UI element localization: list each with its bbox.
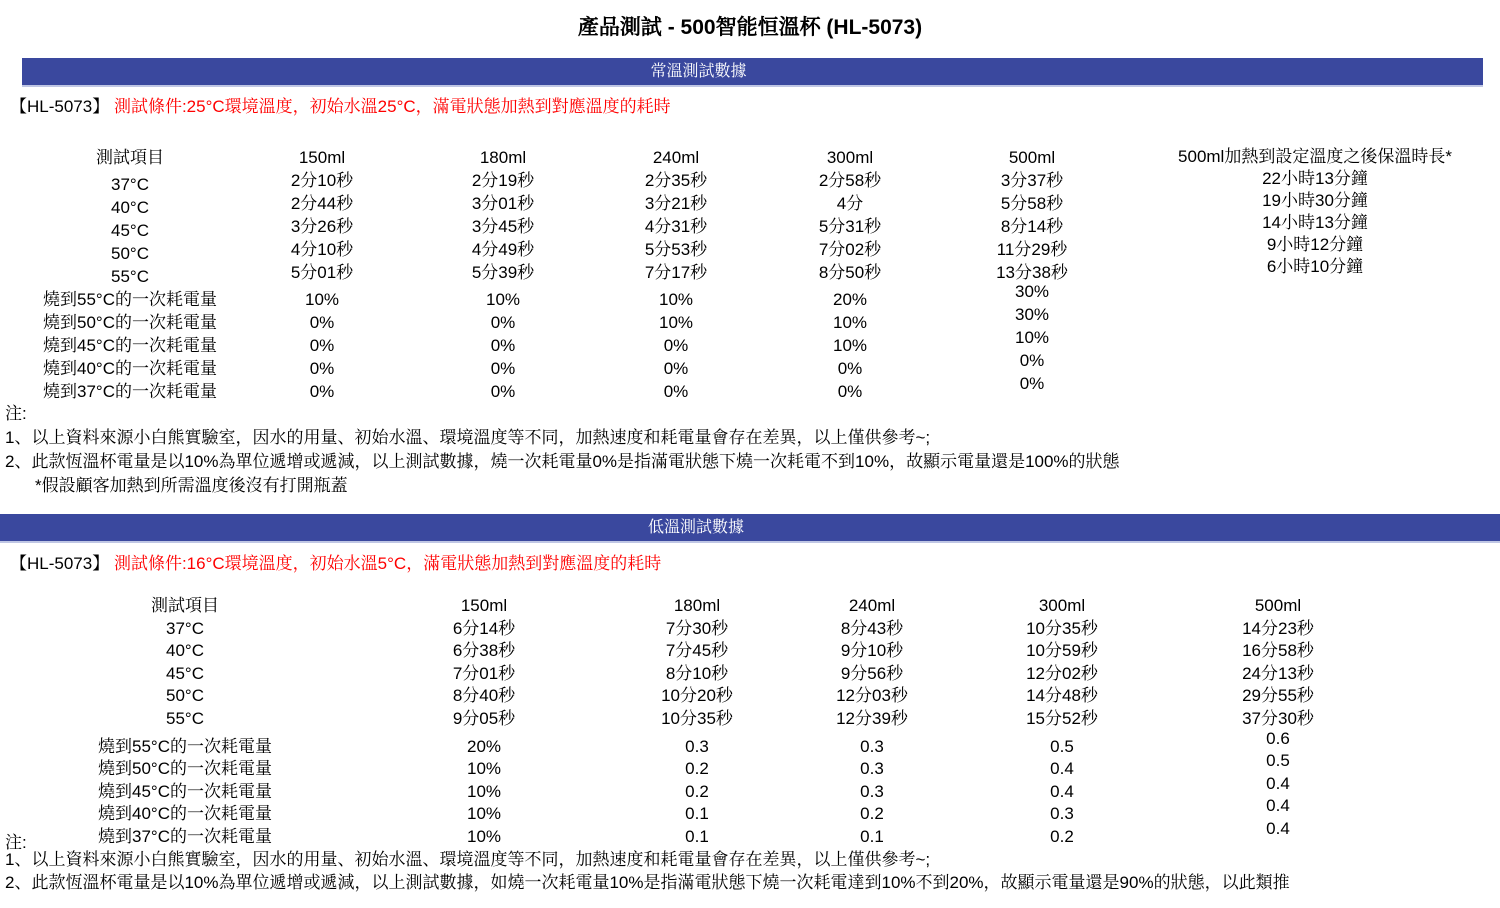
- model-tag: 【HL-5073】: [10, 97, 110, 116]
- table-cell: 9小時12分鐘: [1266, 235, 1364, 254]
- table-column: [962, 595, 1162, 849]
- table-cell: 12分03秒: [836, 686, 908, 706]
- table-cell: 29分55秒: [1242, 686, 1314, 706]
- table-cell: 3分21秒: [644, 194, 708, 213]
- table-cell: 0.2: [1050, 826, 1074, 846]
- row-label: 40°C: [111, 198, 149, 217]
- table-cell: 0.2: [685, 781, 709, 801]
- table-cell: 9分05秒: [452, 708, 516, 728]
- table-cell: 6分14秒: [452, 618, 516, 638]
- table-cell: 2分35秒: [644, 171, 708, 190]
- table-cell: 0.5: [1266, 751, 1290, 771]
- table-cell: 4分: [836, 194, 864, 213]
- normal-test-table: [0, 146, 1500, 404]
- table-column: [75, 595, 295, 849]
- table-cell: 14分48秒: [1026, 686, 1098, 706]
- column-header: 150ml: [460, 596, 508, 615]
- table-cell: 11分29秒: [996, 240, 1068, 259]
- table-cell: 10%: [485, 290, 521, 309]
- table-cell: 9分10秒: [840, 641, 904, 661]
- table-cell: 10分35秒: [661, 708, 733, 728]
- table-cell: 0%: [837, 382, 863, 401]
- table-cell: 0.3: [1050, 804, 1074, 824]
- table-column: [750, 146, 950, 403]
- table-cell: 19小時30分鐘: [1262, 191, 1368, 210]
- table-cell: 2分19秒: [471, 171, 535, 190]
- table-cell: 7分01秒: [452, 663, 516, 683]
- column-header: 500ml: [1008, 148, 1056, 167]
- table-cell: 20%: [466, 736, 502, 756]
- table-cell: 10%: [466, 781, 502, 801]
- row-label: 55°C: [166, 708, 204, 728]
- row-label: 45°C: [166, 663, 204, 683]
- condition-text: 測試條件:16°C環境溫度，初始水溫5°C，滿電狀態加熱到對應溫度的耗時: [113, 554, 662, 573]
- table-column: [597, 595, 797, 849]
- table-cell: 10分20秒: [661, 686, 733, 706]
- notes-heading: 注:: [5, 404, 27, 423]
- table-column: [576, 146, 776, 403]
- table-column: [1178, 595, 1378, 849]
- row-label: 37°C: [111, 175, 149, 194]
- low-section-banner: [0, 514, 1500, 543]
- low-test-condition: [10, 553, 661, 575]
- table-cell: 7分02秒: [818, 240, 882, 259]
- table-cell: 10%: [832, 313, 868, 332]
- table-cell: 3分01秒: [471, 194, 535, 213]
- table-column: [384, 595, 584, 849]
- table-column: [25, 146, 235, 403]
- table-cell: 7分17秒: [644, 263, 708, 282]
- table-cell: 14分23秒: [1242, 618, 1314, 638]
- column-header: 240ml: [848, 596, 896, 615]
- row-label: 燒到45°C的一次耗電量: [43, 336, 217, 355]
- column-header: 150ml: [298, 148, 346, 167]
- normal-notes: [5, 402, 1120, 498]
- table-cell: 0.4: [1050, 759, 1074, 779]
- table-cell: 3分45秒: [471, 217, 535, 236]
- normal-test-condition: [10, 96, 671, 118]
- column-header: 500ml加熱到設定溫度之後保溫時長*: [1178, 147, 1452, 166]
- column-header: 180ml: [673, 596, 721, 615]
- page-title: 產品測試 - 500智能恒溫杯 (HL-5073): [577, 16, 923, 39]
- column-header: 300ml: [826, 148, 874, 167]
- table-cell: 12分02秒: [1026, 663, 1098, 683]
- table-cell: 10%: [832, 336, 868, 355]
- table-cell: 5分01秒: [290, 263, 354, 282]
- row-label: 燒到55°C的一次耗電量: [98, 736, 272, 756]
- table-cell: 0.2: [860, 804, 884, 824]
- table-cell: 0.3: [685, 736, 709, 756]
- row-label: 55°C: [111, 267, 149, 286]
- table-cell: 3分37秒: [1000, 171, 1064, 190]
- table-cell: 0.1: [685, 804, 709, 824]
- table-cell: 4分10秒: [290, 240, 354, 259]
- table-cell: 8分40秒: [452, 686, 516, 706]
- table-cell: 4分49秒: [471, 240, 535, 259]
- table-cell: 0%: [490, 382, 516, 401]
- table-cell: [1155, 304, 1475, 326]
- table-cell: 8分14秒: [1000, 217, 1064, 236]
- table-cell: 5分39秒: [471, 263, 535, 282]
- table-cell: 10%: [1014, 328, 1050, 347]
- column-header: 180ml: [479, 148, 527, 167]
- table-cell: 0.5: [1050, 736, 1074, 756]
- table-cell: 10%: [466, 759, 502, 779]
- table-column: [403, 146, 603, 403]
- table-cell: 0%: [490, 359, 516, 378]
- row-label: 37°C: [166, 618, 204, 638]
- table-cell: 0%: [663, 336, 689, 355]
- note-line: *假設顧客加熱到所需溫度後沒有打開瓶蓋: [35, 476, 348, 495]
- row-label: 50°C: [111, 244, 149, 263]
- table-cell: [1155, 282, 1475, 304]
- row-label: 50°C: [166, 686, 204, 706]
- table-cell: 15分52秒: [1026, 708, 1098, 728]
- column-header: 240ml: [652, 148, 700, 167]
- model-tag: 【HL-5073】: [10, 554, 110, 573]
- row-label: 燒到55°C的一次耗電量: [43, 290, 217, 309]
- note-line: 2、此款恆溫杯電量是以10%為單位遞增或遞減，以上測試數據，燒一次耗電量0%是指滿電狀態下燒一次耗電不到10%，故顯示電量還是100%的狀態: [5, 452, 1120, 471]
- normal-banner-label: 常溫測試數據: [650, 63, 747, 80]
- table-cell: 14小時13分鐘: [1262, 213, 1368, 232]
- table-cell: [1155, 370, 1475, 392]
- low-banner-label: 低溫測試數據: [647, 519, 744, 536]
- table-cell: 10%: [658, 290, 694, 309]
- table-cell: 10%: [466, 826, 502, 846]
- table-cell: 4分31秒: [644, 217, 708, 236]
- table-cell: 30%: [1014, 282, 1050, 301]
- note-line: 1、以上資料來源小白熊實驗室，因水的用量、初始水溫、環境溫度等不同，加熱速度和耗電量會存在差異，以上僅供參考~;: [5, 428, 931, 447]
- note-line: 2、此款恆溫杯電量是以10%為單位遞增或遞減，以上測試數據，如燒一次耗電量10%是指滿電狀態下燒一次耗電達到10%不到20%，故顯示電量還是90%的狀態，以此類推: [5, 873, 1290, 892]
- table-cell: 0%: [490, 313, 516, 332]
- table-cell: 10%: [304, 290, 340, 309]
- table-cell: 0%: [1019, 351, 1045, 370]
- table-cell: 9分56秒: [840, 663, 904, 683]
- table-cell: 10分59秒: [1026, 641, 1098, 661]
- table-cell: 2分44秒: [290, 194, 354, 213]
- table-cell: 0.3: [860, 759, 884, 779]
- row-label: 燒到40°C的一次耗電量: [98, 804, 272, 824]
- table-cell: 10分35秒: [1026, 618, 1098, 638]
- table-column: [1155, 146, 1475, 392]
- table-cell: 0%: [1019, 374, 1045, 393]
- table-cell: 0.1: [685, 826, 709, 846]
- table-cell: 16分58秒: [1242, 641, 1314, 661]
- row-label: 燒到45°C的一次耗電量: [98, 781, 272, 801]
- table-cell: 6分38秒: [452, 641, 516, 661]
- table-column: [222, 146, 422, 403]
- table-cell: 5分31秒: [818, 217, 882, 236]
- row-label: 燒到37°C的一次耗電量: [98, 826, 272, 846]
- table-cell: 0.6: [1266, 728, 1290, 748]
- table-cell: 10%: [658, 313, 694, 332]
- table-cell: 0.3: [860, 736, 884, 756]
- column-header: 測試項目: [151, 596, 219, 615]
- table-cell: 6小時10分鐘: [1266, 257, 1364, 276]
- column-header: 300ml: [1038, 596, 1086, 615]
- table-cell: [1155, 348, 1475, 370]
- note-line: 1、以上資料來源小白熊實驗室，因水的用量、初始水溫、環境溫度等不同，加熱速度和耗電量會存在差異，以上僅供參考~;: [5, 850, 931, 869]
- table-cell: 5分58秒: [1000, 194, 1064, 213]
- table-cell: 12分39秒: [836, 708, 908, 728]
- table-cell: 0%: [663, 359, 689, 378]
- table-cell: 0%: [490, 336, 516, 355]
- notes-heading: 注:: [5, 833, 27, 852]
- table-cell: [1155, 326, 1475, 348]
- table-cell: 0.4: [1050, 781, 1074, 801]
- column-header: 500ml: [1254, 596, 1302, 615]
- table-cell: 37分30秒: [1242, 708, 1314, 728]
- table-cell: 2分58秒: [818, 171, 882, 190]
- table-cell: 0%: [309, 336, 335, 355]
- table-cell: 0%: [309, 313, 335, 332]
- table-cell: 8分43秒: [840, 618, 904, 638]
- row-label: 燒到37°C的一次耗電量: [43, 382, 217, 401]
- low-test-table: [0, 595, 1500, 853]
- row-label: 燒到50°C的一次耗電量: [43, 313, 217, 332]
- row-label: 40°C: [166, 641, 204, 661]
- condition-text: 測試條件:25°C環境溫度，初始水溫25°C，滿電狀態加熱到對應溫度的耗時: [113, 97, 671, 116]
- table-cell: 0.2: [685, 759, 709, 779]
- table-cell: 5分53秒: [644, 240, 708, 259]
- table-cell: 8分10秒: [665, 663, 729, 683]
- table-cell: 0.4: [1266, 773, 1290, 793]
- table-cell: 24分13秒: [1242, 663, 1314, 683]
- table-cell: 0.4: [1266, 796, 1290, 816]
- table-cell: 0%: [837, 359, 863, 378]
- table-cell: 0.4: [1266, 818, 1290, 838]
- table-cell: 0%: [309, 359, 335, 378]
- table-cell: 22小時13分鐘: [1262, 169, 1368, 188]
- table-cell: 10%: [466, 804, 502, 824]
- table-cell: 3分26秒: [290, 217, 354, 236]
- table-column: [932, 146, 1132, 403]
- table-cell: 13分38秒: [996, 263, 1068, 282]
- table-cell: 2分10秒: [290, 171, 354, 190]
- table-cell: 30%: [1014, 305, 1050, 324]
- row-label: 45°C: [111, 221, 149, 240]
- table-cell: 8分50秒: [818, 263, 882, 282]
- table-cell: 0.1: [860, 826, 884, 846]
- table-column: [772, 595, 972, 849]
- table-cell: 7分30秒: [665, 618, 729, 638]
- low-notes: [5, 848, 1290, 894]
- table-cell: 20%: [832, 290, 868, 309]
- row-label: 燒到50°C的一次耗電量: [98, 759, 272, 779]
- normal-section-banner: [22, 58, 1483, 87]
- row-label: 燒到40°C的一次耗電量: [43, 359, 217, 378]
- table-cell: 0.3: [860, 781, 884, 801]
- table-cell: 7分45秒: [665, 641, 729, 661]
- column-header: 測試項目: [96, 148, 164, 167]
- table-cell: 0%: [309, 382, 335, 401]
- table-cell: 0%: [663, 382, 689, 401]
